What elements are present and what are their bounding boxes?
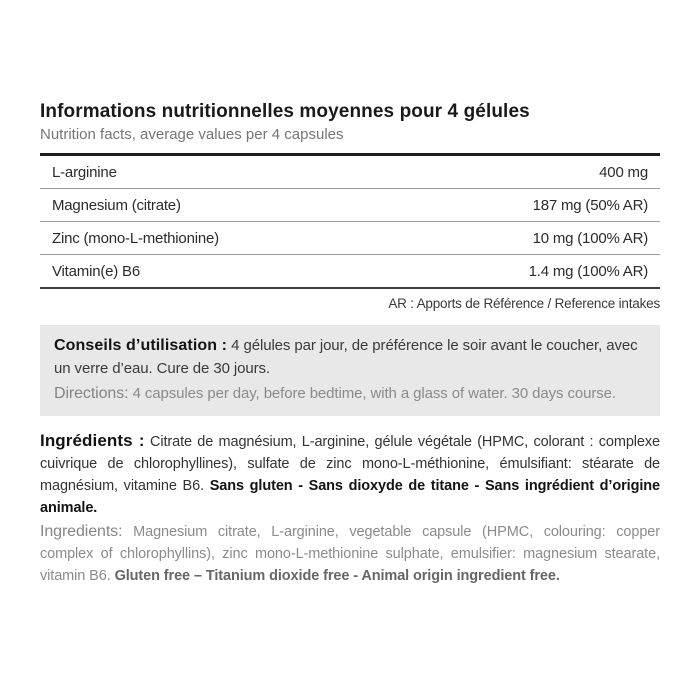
- nutrient-amount: 10 mg (100% AR): [532, 229, 648, 247]
- label-subtitle-en: Nutrition facts, average values per 4 capsules: [40, 126, 344, 143]
- table-row: [40, 255, 660, 289]
- ingredients-text-en: Magnesium citrate, L-arginine, vegetable capsule (HPMC, colouring: copper complex of chlorophyllins), zinc mono-L-methionine sulphate, emulsifier: magnesium stearate, vitamin B6.: [40, 524, 660, 584]
- nutrient-name: Zinc (mono-L-methionine): [52, 229, 219, 247]
- nutrient-amount: 1.4 mg (100% AR): [528, 262, 648, 280]
- ingredients-claims-fr: Sans gluten - Sans dioxyde de titane - Sans ingrédient d’origine animale.: [40, 478, 660, 516]
- usage-text-en: 4 capsules per day, before bedtime, with a glass of water. 30 days course.: [132, 385, 616, 402]
- ingredients-heading-fr: Ingrédients :: [40, 431, 145, 450]
- nutrient-name: L-arginine: [52, 163, 117, 181]
- usage-paragraph-en: [54, 382, 646, 405]
- ingredients-paragraph-fr: [40, 430, 660, 519]
- nutrient-amount: 187 mg (50% AR): [532, 196, 648, 214]
- usage-directions-box: [40, 325, 660, 416]
- table-row: [40, 222, 660, 255]
- usage-heading-en: Directions:: [54, 385, 129, 402]
- nutrition-table: [40, 153, 660, 289]
- usage-paragraph-fr: [54, 334, 646, 380]
- label-title-fr: Informations nutritionnelles moyennes pour 4 gélules: [40, 101, 530, 122]
- usage-heading-fr: Conseils d’utilisation :: [54, 337, 228, 354]
- ingredients-heading-en: Ingredients:: [40, 523, 123, 540]
- usage-text-fr: 4 gélules par jour, de préférence le soir avant le coucher, avec un verre d’eau. Cure de 30 jours.: [54, 337, 638, 377]
- nutrition-label: [40, 0, 660, 587]
- nutrient-amount: 400 mg: [599, 163, 648, 181]
- ingredients-text-fr: Citrate de magnésium, L-arginine, gélule végétale (HPMC, colorant : complexe cuivrique de chlorophyllines), sulfate de zinc mono-L-méthionine, émulsifiant: stéarate de magnésium, vitamine B6.: [40, 434, 660, 494]
- table-row: [40, 189, 660, 222]
- nutrient-name: Vitamin(e) B6: [52, 262, 140, 280]
- ingredients-paragraph-en: [40, 521, 660, 587]
- nutrient-name: Magnesium (citrate): [52, 196, 181, 214]
- table-row: [40, 156, 660, 189]
- ingredients-claims-en: Gluten free – Titanium dioxide free - Animal origin ingredient free.: [114, 568, 560, 584]
- reference-intake-footnote: AR : Apports de Référence / Reference intakes: [388, 296, 660, 311]
